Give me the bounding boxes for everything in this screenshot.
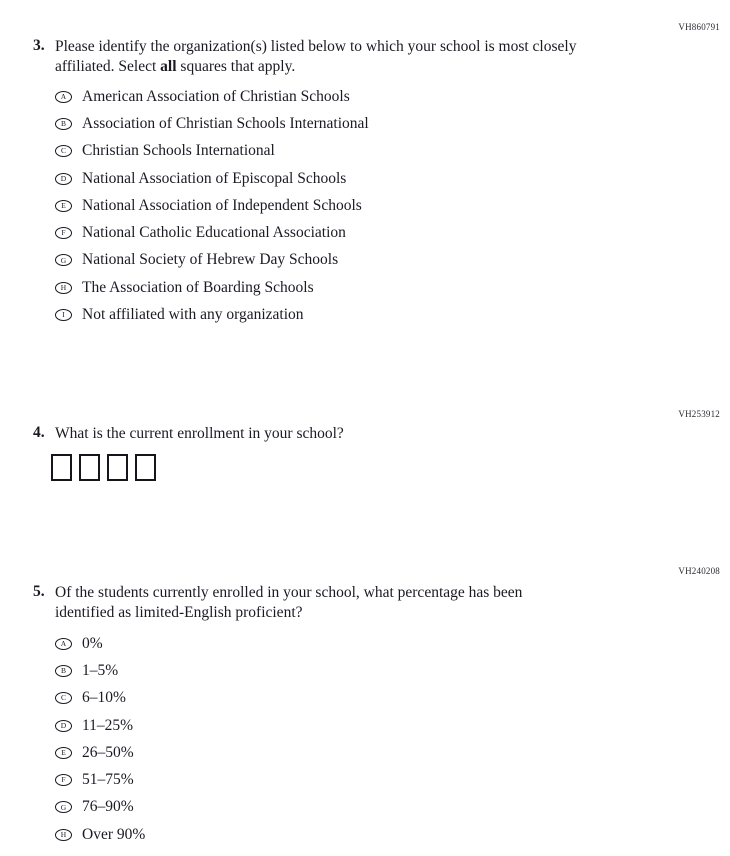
answer-bubble[interactable]: C (55, 692, 72, 704)
option-label: National Association of Episcopal Schools (82, 169, 347, 187)
answer-bubble[interactable]: E (55, 747, 72, 759)
option-label: National Catholic Educational Association (82, 224, 346, 242)
option-label: 51–75% (82, 771, 134, 789)
question-3-text (55, 37, 583, 76)
option-label: Not affiliated with any organization (82, 306, 304, 324)
option-row[interactable] (55, 630, 145, 657)
option-row[interactable] (55, 766, 145, 793)
option-row[interactable] (55, 110, 369, 137)
option-row[interactable] (55, 83, 369, 110)
answer-bubble[interactable]: H (55, 282, 72, 294)
enrollment-digit-box[interactable] (79, 454, 100, 481)
answer-bubble[interactable]: A (55, 91, 72, 103)
question-5-number: 5. (33, 583, 45, 600)
option-label: 0% (82, 634, 103, 652)
option-label: The Association of Boarding Schools (82, 278, 314, 296)
option-row[interactable] (55, 138, 369, 165)
answer-bubble[interactable]: B (55, 118, 72, 130)
question-3-number: 3. (33, 37, 45, 54)
question-3-text-post: squares that apply. (176, 57, 296, 75)
option-label: Christian Schools International (82, 142, 275, 160)
answer-bubble[interactable]: D (55, 720, 72, 732)
question-3-text-bold: all (160, 57, 177, 75)
option-label: National Society of Hebrew Day Schools (82, 251, 339, 269)
enrollment-digit-box[interactable] (51, 454, 72, 481)
question-5-options (55, 630, 145, 848)
question-4-code: VH253912 (678, 409, 720, 419)
answer-bubble[interactable]: A (55, 638, 72, 650)
question-5 (33, 583, 583, 622)
question-3 (33, 37, 583, 76)
option-label: 26–50% (82, 743, 134, 761)
option-label: National Association of Independent Schools (82, 196, 362, 214)
answer-bubble[interactable]: D (55, 173, 72, 185)
option-label: 6–10% (82, 689, 126, 707)
option-row[interactable] (55, 685, 145, 712)
question-4-number: 4. (33, 424, 45, 441)
answer-bubble[interactable]: I (55, 309, 72, 321)
question-4 (33, 424, 344, 444)
option-row[interactable] (55, 301, 369, 328)
option-row[interactable] (55, 247, 369, 274)
option-label: Association of Christian Schools International (82, 114, 369, 132)
question-3-options (55, 83, 369, 329)
option-row[interactable] (55, 192, 369, 219)
option-label: Over 90% (82, 825, 146, 843)
answer-bubble[interactable]: B (55, 665, 72, 677)
question-5-text: Of the students currently enrolled in your school, what percentage has been identified as limited-English proficient? (55, 584, 523, 621)
option-label: 11–25% (82, 716, 134, 734)
answer-bubble[interactable]: F (55, 774, 72, 786)
option-row[interactable] (55, 165, 369, 192)
question-3-text-pre: Please identify the organization(s) listed below to which your school is most closely affiliated. Select (55, 38, 577, 75)
option-label: 76–90% (82, 798, 134, 816)
question-4-text: What is the current enrollment in your school? (55, 425, 344, 442)
answer-bubble[interactable]: F (55, 227, 72, 239)
answer-bubble[interactable]: H (55, 829, 72, 841)
enrollment-digit-box[interactable] (107, 454, 128, 481)
enrollment-digit-boxes (51, 454, 163, 481)
option-row[interactable] (55, 274, 369, 301)
option-row[interactable] (55, 794, 145, 821)
enrollment-digit-box[interactable] (135, 454, 156, 481)
option-row[interactable] (55, 657, 145, 684)
question-5-code: VH240208 (678, 566, 720, 576)
option-row[interactable] (55, 739, 145, 766)
option-label: American Association of Christian Schools (82, 87, 350, 105)
answer-bubble[interactable]: C (55, 145, 72, 157)
answer-bubble[interactable]: G (55, 254, 72, 266)
option-row[interactable] (55, 712, 145, 739)
answer-bubble[interactable]: E (55, 200, 72, 212)
answer-bubble[interactable]: G (55, 801, 72, 813)
option-label: 1–5% (82, 661, 119, 679)
option-row[interactable] (55, 219, 369, 246)
option-row[interactable] (55, 821, 145, 848)
question-3-code: VH860791 (678, 22, 720, 32)
